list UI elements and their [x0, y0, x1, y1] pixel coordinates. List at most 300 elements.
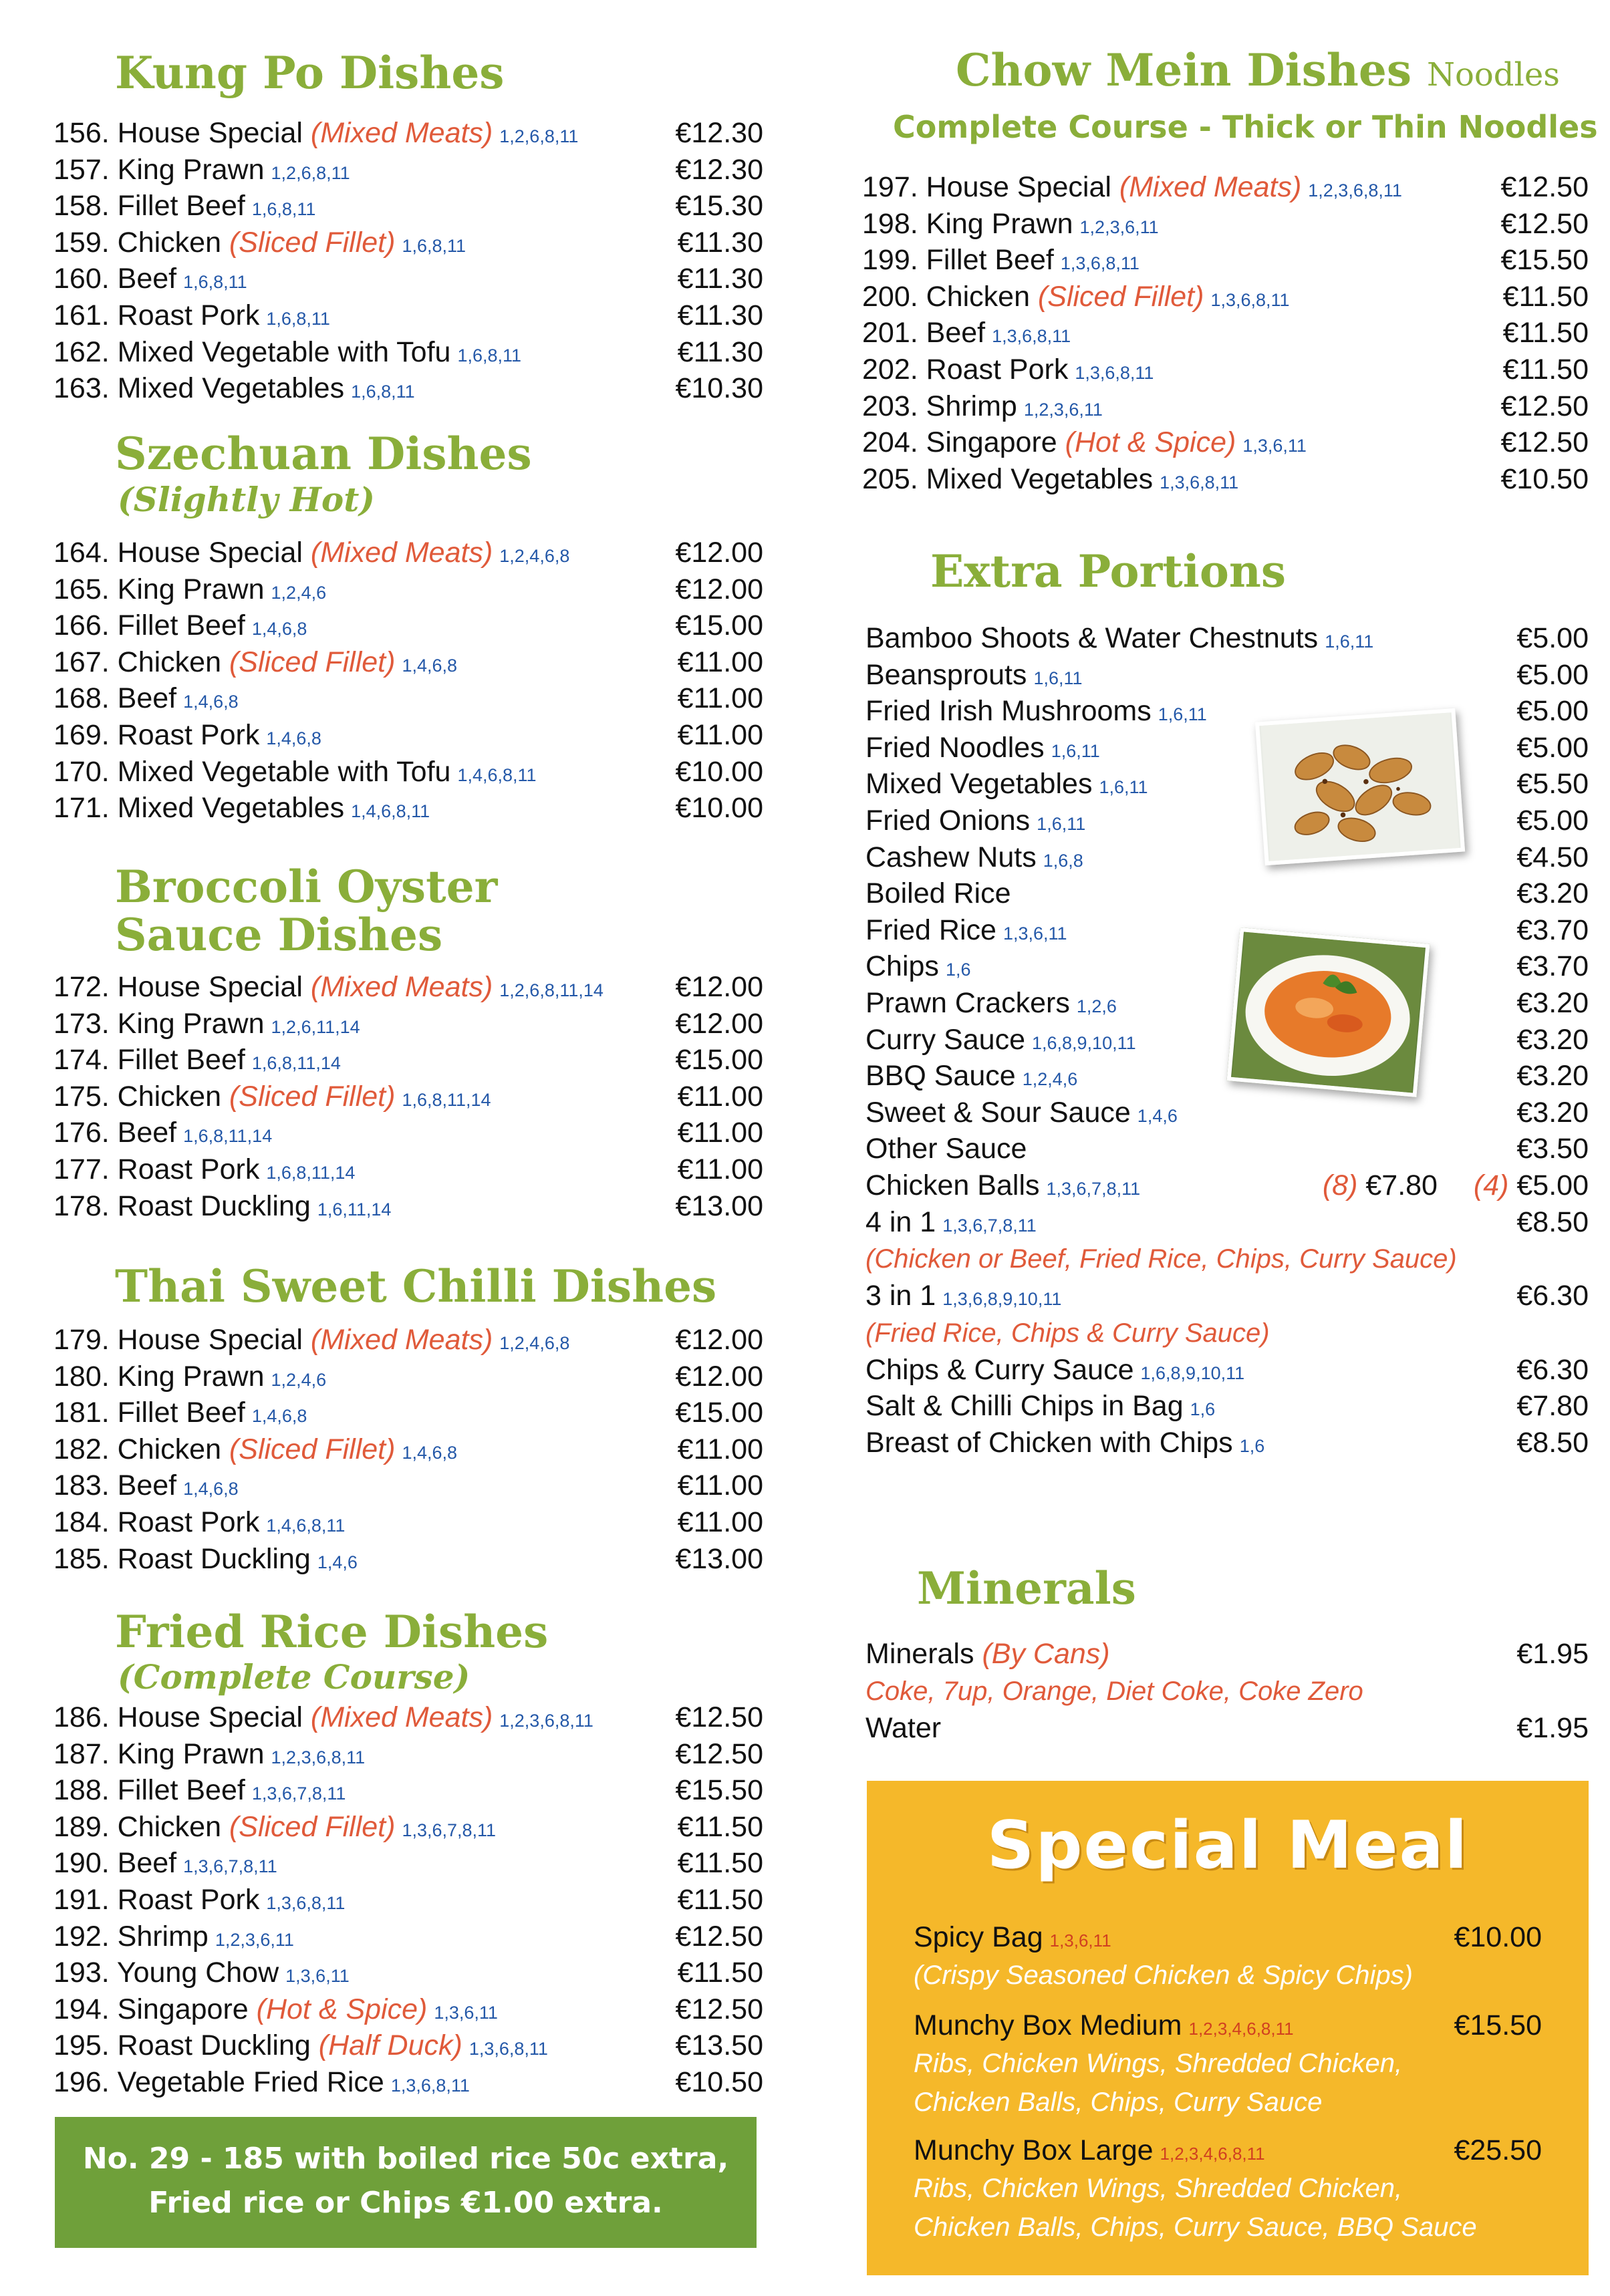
- item-note: (Mixed Meats): [1119, 171, 1302, 203]
- list-item: [53, 969, 763, 1006]
- item-description: Ribs, Chicken Wings, Shredded Chicken,: [914, 2174, 1403, 2203]
- price-4: €5.00: [1516, 1169, 1589, 1201]
- item-note: (Hot & Spice): [256, 1993, 428, 2025]
- list-item: [865, 1022, 1589, 1058]
- item-name: 201. Beef: [862, 317, 986, 349]
- list-item: [862, 315, 1589, 351]
- item-allergens: 1,3,6,8,9,10,11: [942, 1289, 1062, 1310]
- item-price: €11.50: [1502, 280, 1589, 313]
- item-name: 173. King Prawn: [53, 1007, 265, 1040]
- cashew-nuts-icon: [1259, 712, 1460, 861]
- item-price: €13.00: [675, 1542, 763, 1575]
- list-item: [53, 1504, 763, 1541]
- item-name: Prawn Crackers: [865, 986, 1070, 1019]
- item-allergens: 1,2,3,6,11: [1079, 217, 1159, 237]
- item-price: €5.50: [1516, 768, 1589, 801]
- item-price: €3.20: [1516, 1023, 1589, 1056]
- item-name: 197. House Special: [862, 171, 1111, 203]
- item-price: €5.00: [1516, 804, 1589, 837]
- item-price: €10.00: [675, 755, 763, 788]
- list-item: [53, 1845, 763, 1882]
- item-price: €6.30: [1516, 1353, 1589, 1386]
- item-name: Breast of Chicken with Chips: [865, 1426, 1233, 1459]
- item-price: €11.50: [677, 1810, 763, 1843]
- item-name: 193. Young Chow: [53, 1957, 279, 1989]
- item-price: €7.80: [1516, 1390, 1589, 1423]
- item-allergens: 1,3,6,7,8,11: [251, 1783, 346, 1804]
- list-item: [53, 1882, 763, 1918]
- item-price: €11.50: [1502, 353, 1589, 386]
- item-name: 200. Chicken: [862, 280, 1030, 313]
- list-item: [53, 571, 763, 608]
- list-item: [53, 754, 763, 791]
- item-price: €11.00: [677, 1505, 763, 1538]
- item-name: Minerals: [865, 1638, 974, 1670]
- chow-mein-title-text: Chow Mein Dishes: [956, 44, 1412, 96]
- item-allergens: 1,3,6,11: [1049, 1930, 1111, 1951]
- item-name: 181. Fillet Beef: [53, 1397, 245, 1429]
- item-allergens: 1,2,3,6,11: [215, 1929, 294, 1950]
- item-price: €12.50: [1500, 390, 1589, 422]
- item-allergens: 1,6,8,11,14: [251, 1053, 341, 1074]
- special-meal-title: Special Meal: [986, 1808, 1469, 1884]
- item-price: €11.50: [677, 1883, 763, 1916]
- item-allergens: 1,6,8,11,14: [183, 1126, 273, 1147]
- special-item: [914, 2007, 1542, 2122]
- item-price: €25.50: [1454, 2134, 1542, 2166]
- list-item: [53, 2064, 763, 2101]
- list-item: [865, 766, 1589, 803]
- item-name: Curry Sauce: [865, 1023, 1025, 1056]
- list-item: [862, 206, 1589, 243]
- item-name: 180. King Prawn: [53, 1360, 265, 1393]
- szechuan-subtitle: (Slightly Hot): [118, 480, 375, 519]
- item-description: (Crispy Seasoned Chicken & Spicy Chips): [914, 1961, 1413, 1990]
- item-allergens: 1,4,6: [317, 1552, 358, 1572]
- item-price: €12.00: [675, 1360, 763, 1393]
- list-item: [53, 1151, 763, 1188]
- item-price: €8.50: [1516, 1205, 1589, 1238]
- list-item: [53, 717, 763, 754]
- item-name: 196. Vegetable Fried Rice: [53, 2065, 384, 2098]
- item-allergens: 1,2,3,4,6,8,11: [1188, 2019, 1294, 2039]
- item-allergens: 1,3,6,11: [285, 1966, 350, 1987]
- item-allergens: 1,2,3,4,6,8,11: [1160, 2144, 1265, 2164]
- item-note: (Mixed Meats): [310, 971, 493, 1003]
- item-price: €5.00: [1516, 695, 1589, 728]
- cashew-nuts-photo: [1255, 708, 1465, 865]
- item-name: 204. Singapore: [862, 426, 1057, 459]
- item-price: €12.50: [675, 1701, 763, 1733]
- item-price: €3.70: [1516, 913, 1589, 946]
- item-note: (Mixed Meats): [310, 537, 493, 569]
- item-name: 205. Mixed Vegetables: [862, 462, 1154, 495]
- item-allergens: 1,2,3,6,11: [1023, 399, 1103, 420]
- item-price: €3.20: [1516, 877, 1589, 910]
- fried-rice-subtitle: (Complete Course): [118, 1657, 471, 1697]
- list-item: [53, 680, 763, 717]
- minerals-list: [865, 1636, 1589, 1746]
- item-price: €10.00: [675, 792, 763, 825]
- item-note: (Mixed Meats): [310, 117, 493, 149]
- item-allergens: 1,2,3,6,8,11: [271, 1747, 366, 1767]
- item-name: 3 in 1: [865, 1280, 936, 1312]
- item-allergens: 1,4,6,8: [402, 655, 458, 676]
- banner-line-2: Fried rice or Chips €1.00 extra.: [148, 2186, 663, 2220]
- item-allergens: 1,6,8,11: [351, 382, 415, 402]
- item-description: Coke, 7up, Orange, Diet Coke, Coke Zero: [865, 1676, 1363, 1706]
- item-allergens: 1,3,6,8,11: [1075, 362, 1154, 383]
- fried-rice-title: Fried Rice Dishes: [115, 1606, 549, 1658]
- broccoli-list: [53, 969, 763, 1224]
- item-price: €12.00: [675, 1324, 763, 1356]
- item-price: €13.50: [675, 2029, 763, 2062]
- item-price: €12.50: [675, 1993, 763, 2025]
- item-description: Chicken Balls, Chips, Curry Sauce, BBQ Sauce: [914, 2212, 1477, 2242]
- item-price: €11.50: [677, 1957, 763, 1989]
- item-price: €12.00: [675, 573, 763, 605]
- list-item: [53, 607, 763, 644]
- item-note: (Sliced Fillet): [229, 1433, 396, 1465]
- list-item: [53, 1918, 763, 1955]
- item-price: €10.50: [1500, 462, 1589, 495]
- item-price: €12.30: [675, 153, 763, 186]
- item-note: (Sliced Fillet): [229, 645, 396, 678]
- item-name: Fried Noodles: [865, 731, 1045, 764]
- item-price: €12.00: [675, 971, 763, 1003]
- item-note: (By Cans): [982, 1638, 1110, 1670]
- list-item: [862, 424, 1589, 461]
- item-price: €11.50: [1502, 317, 1589, 349]
- list-item: [862, 169, 1589, 206]
- item-price: €11.30: [677, 299, 763, 331]
- list-item: [865, 839, 1589, 876]
- item-name: 4 in 1: [865, 1205, 936, 1238]
- item-note: (Sliced Fillet): [229, 1080, 396, 1113]
- item-name: 169. Roast Pork: [53, 718, 260, 751]
- item-name: 175. Chicken: [53, 1080, 221, 1113]
- list-item: [865, 803, 1589, 839]
- item-name: 176. Beef: [53, 1117, 177, 1149]
- item-allergens: 1,4,6,8: [183, 692, 239, 712]
- item-allergens: 1,6: [945, 960, 971, 980]
- item-name: 182. Chicken: [53, 1433, 221, 1465]
- list-item: [862, 461, 1589, 498]
- item-allergens: 1,6,11: [1033, 668, 1083, 688]
- item-allergens: 1,3,6,8,11: [266, 1892, 346, 1913]
- item-allergens: 1,2,6,8,11: [499, 126, 579, 146]
- item-allergens: 1,6,8,11: [266, 308, 330, 329]
- chow-mein-title: [956, 45, 1560, 100]
- item-name: 158. Fillet Beef: [53, 190, 245, 223]
- item-price: €12.50: [675, 1920, 763, 1953]
- item-allergens: 1,4,6,8: [402, 1442, 458, 1463]
- item-allergens: 1,3,6,8,11: [992, 326, 1071, 347]
- item-name: 191. Roast Pork: [53, 1883, 260, 1916]
- item-allergens: 1,6,8,11: [183, 272, 247, 293]
- item-allergens: 1,4,6,8,11: [351, 801, 430, 822]
- item-price: €10.00: [1454, 1921, 1542, 1953]
- item-name: Munchy Box Large: [914, 2134, 1154, 2166]
- list-item: [865, 1425, 1589, 1461]
- item-description: (Fried Rice, Chips & Curry Sauce): [865, 1318, 1270, 1348]
- item-name: 203. Shrimp: [862, 390, 1017, 422]
- item-price: €12.50: [1500, 171, 1589, 203]
- item-allergens: 1,2,4,6: [271, 582, 327, 603]
- qty-4: (4): [1473, 1169, 1509, 1201]
- item-name: Bamboo Shoots & Water Chestnuts: [865, 622, 1319, 654]
- item-name: 170. Mixed Vegetable with Tofu: [53, 755, 451, 788]
- list-item: [865, 1204, 1589, 1241]
- item-name: Chicken Balls: [865, 1169, 1040, 1201]
- item-allergens: 1,2,6,8,11,14: [499, 980, 603, 1000]
- item-allergens: 1,2,3,6,8,11: [499, 1711, 593, 1731]
- item-price: €4.50: [1516, 841, 1589, 873]
- item-price: €15.30: [675, 190, 763, 223]
- item-allergens: 1,6,8,9,10,11: [1031, 1032, 1136, 1053]
- item-allergens: 1,3,6,8,11: [1060, 253, 1139, 274]
- item-allergens: 1,2,4,6: [1022, 1069, 1078, 1090]
- item-price: €11.00: [677, 718, 763, 751]
- list-item: [865, 948, 1589, 985]
- item-price: €3.50: [1516, 1133, 1589, 1165]
- item-price: €11.00: [677, 1117, 763, 1149]
- item-name: Other Sauce: [865, 1133, 1027, 1165]
- item-allergens: 1,6: [1190, 1399, 1216, 1420]
- item-name: Water: [865, 1711, 942, 1744]
- list-item: [865, 985, 1589, 1022]
- item-note: (Hot & Spice): [1065, 426, 1236, 459]
- item-note: (Sliced Fillet): [229, 226, 396, 259]
- item-price: €5.00: [1516, 658, 1589, 691]
- price-8: €7.80: [1365, 1169, 1438, 1201]
- item-price: €12.30: [675, 117, 763, 149]
- list-item: [53, 1955, 763, 1991]
- item-price: €1.95: [1516, 1638, 1589, 1670]
- item-name: 157. King Prawn: [53, 153, 265, 186]
- item-allergens: 1,2,6: [1076, 996, 1117, 1016]
- item-allergens: 1,3,6,11: [1002, 923, 1067, 944]
- list-item: [865, 1710, 1589, 1747]
- item-price: €15.00: [675, 1397, 763, 1429]
- item-note: (Half Duck): [318, 2029, 462, 2062]
- item-allergens: 1,2,6,8,11: [271, 162, 350, 183]
- item-name: 195. Roast Duckling: [53, 2029, 311, 2062]
- chow-mein-title-note: Noodles: [1427, 56, 1560, 94]
- item-allergens: 1,6,11,14: [317, 1199, 392, 1219]
- extra-portions-title: Extra Portions: [930, 545, 1287, 597]
- item-allergens: 1,3,6,7,8,11: [402, 1820, 497, 1840]
- item-allergens: 1,3,6,7,8,11: [942, 1215, 1037, 1236]
- list-item: [865, 730, 1589, 766]
- item-name: 184. Roast Pork: [53, 1505, 260, 1538]
- item-allergens: 1,6,8,11,14: [402, 1089, 491, 1110]
- szechuan-title: Szechuan Dishes: [115, 428, 532, 480]
- list-item: [53, 225, 763, 261]
- fried-rice-list: [53, 1699, 763, 2101]
- list-item: [53, 1541, 763, 1578]
- extra-items: [865, 620, 1589, 1167]
- item-name: 167. Chicken: [53, 645, 221, 678]
- item-name: 164. House Special: [53, 537, 303, 569]
- item-allergens: 1,3,6,8,11: [1210, 289, 1290, 310]
- item-name: Fried Rice: [865, 913, 996, 946]
- item-name: 185. Roast Duckling: [53, 1542, 311, 1575]
- special-item-row: [914, 1918, 1542, 1956]
- chow-mein-list: [862, 169, 1589, 497]
- item-name: 174. Fillet Beef: [53, 1044, 245, 1077]
- list-item: [53, 1115, 763, 1151]
- list-item: [53, 297, 763, 334]
- item-allergens: 1,6,11: [1051, 740, 1100, 761]
- item-price: €11.00: [677, 682, 763, 715]
- item-allergens: 1,2,6,11,14: [271, 1016, 360, 1037]
- item-allergens: 1,3,6,8,11: [1160, 472, 1239, 492]
- item-name: 188. Fillet Beef: [53, 1774, 245, 1807]
- item-allergens: 1,6,11: [1158, 704, 1207, 725]
- item-allergens: 1,6,11: [1037, 813, 1086, 834]
- item-allergens: 1,2,4,6,8: [499, 546, 570, 566]
- item-name: 168. Beef: [53, 682, 177, 715]
- list-item: [53, 370, 763, 407]
- item-price: €11.30: [677, 263, 763, 295]
- item-allergens: 1,3,6,11: [1242, 436, 1307, 456]
- qty-8: (8): [1322, 1169, 1358, 1201]
- item-name: 163. Mixed Vegetables: [53, 372, 345, 405]
- list-item: [865, 620, 1589, 657]
- list-item: [53, 152, 763, 188]
- list-item: [53, 1431, 763, 1468]
- item-name: Boiled Rice: [865, 877, 1011, 910]
- item-price: €11.00: [677, 1469, 763, 1502]
- item-price: €12.50: [1500, 426, 1589, 459]
- list-item: [865, 1636, 1589, 1673]
- item-price: €3.20: [1516, 1096, 1589, 1129]
- special-item-row: [914, 2132, 1542, 2169]
- item-allergens: 1,4,6,8,11: [266, 1515, 346, 1536]
- item-name: Fried Irish Mushrooms: [865, 695, 1152, 728]
- item-allergens: 1,3,6,11: [434, 2002, 498, 2023]
- item-price: €10.30: [675, 372, 763, 405]
- item-price: €12.00: [675, 537, 763, 569]
- list-item: [865, 693, 1589, 730]
- list-item: [862, 388, 1589, 425]
- item-description: Chicken Balls, Chips, Curry Sauce: [914, 2088, 1323, 2117]
- item-name: 165. King Prawn: [53, 573, 265, 605]
- list-item: [53, 790, 763, 827]
- item-name: 187. King Prawn: [53, 1737, 265, 1770]
- list-item: [862, 242, 1589, 279]
- list-item: [865, 875, 1589, 912]
- item-allergens: 1,6: [1239, 1435, 1265, 1456]
- list-item: [862, 351, 1589, 388]
- rice-extra-banner: [55, 2117, 757, 2248]
- item-name: 186. House Special: [53, 1701, 303, 1733]
- item-name: 178. Roast Duckling: [53, 1189, 311, 1222]
- curry-dish-icon: [1231, 932, 1426, 1093]
- list-item: [53, 261, 763, 297]
- list-item: [53, 1772, 763, 1809]
- item-allergens: 1,4,6,8: [183, 1479, 239, 1499]
- item-name: 161. Roast Pork: [53, 299, 260, 331]
- item-name: 177. Roast Pork: [53, 1153, 260, 1185]
- item-name: Chips: [865, 950, 939, 983]
- item-name: 162. Mixed Vegetable with Tofu: [53, 335, 451, 368]
- list-item: [865, 912, 1589, 949]
- item-name: Sweet & Sour Sauce: [865, 1096, 1131, 1129]
- item-name: 190. Beef: [53, 1847, 177, 1880]
- item-allergens: 1,6,8,11,14: [266, 1162, 356, 1183]
- item-name: Mixed Vegetables: [865, 768, 1093, 801]
- item-allergens: 1,3,6,7,8,11: [183, 1856, 277, 1877]
- item-note: (Mixed Meats): [310, 1324, 493, 1356]
- item-note: (Sliced Fillet): [229, 1810, 396, 1843]
- list-item: [865, 1352, 1589, 1389]
- list-item: [53, 1467, 763, 1504]
- item-name: Chips & Curry Sauce: [865, 1353, 1134, 1386]
- item-price: €15.50: [1454, 2009, 1542, 2041]
- list-item: [53, 1809, 763, 1846]
- list-item: [53, 644, 763, 681]
- item-name: 172. House Special: [53, 971, 303, 1003]
- item-note: (Mixed Meats): [310, 1701, 493, 1733]
- item-allergens: 1,6,11: [1099, 777, 1148, 798]
- item-name: 171. Mixed Vegetables: [53, 792, 345, 825]
- list-item: [865, 1131, 1589, 1167]
- item-description: (Chicken or Beef, Fried Rice, Chips, Curry Sauce): [865, 1244, 1457, 1274]
- item-price: €11.00: [677, 645, 763, 678]
- item-allergens: 1,6,8,9,10,11: [1140, 1362, 1245, 1383]
- item-price: €13.00: [675, 1189, 763, 1222]
- item-price: €3.70: [1516, 950, 1589, 983]
- item-price: €15.00: [675, 609, 763, 642]
- list-item: [865, 1095, 1589, 1131]
- special-meal-box: [867, 1781, 1589, 2275]
- item-price: €5.00: [1516, 731, 1589, 764]
- item-allergens: 1,6,8,11: [402, 235, 466, 256]
- item-allergens: 1,6,11: [1325, 631, 1374, 652]
- item-allergens: 1,3,6,8,11: [468, 2039, 548, 2059]
- item-price: €10.50: [675, 2065, 763, 2098]
- item-allergens: 1,4,6,8: [251, 619, 307, 639]
- list-item: [865, 1167, 1589, 1204]
- kung-po-title: Kung Po Dishes: [115, 47, 505, 99]
- item-name: 199. Fillet Beef: [862, 244, 1054, 277]
- item-price: €12.50: [675, 1737, 763, 1770]
- list-item: [53, 1736, 763, 1773]
- item-allergens: 1,4,6,8,11: [457, 764, 537, 785]
- special-item-row: [914, 2007, 1542, 2044]
- item-allergens: 1,2,4,6,8: [499, 1333, 570, 1353]
- item-price: €11.00: [677, 1153, 763, 1185]
- item-name: 202. Roast Pork: [862, 353, 1069, 386]
- item-price: €11.50: [677, 1847, 763, 1880]
- list-item: [865, 657, 1589, 694]
- extra-portions-list: [865, 620, 1589, 1461]
- item-name: 192. Shrimp: [53, 1920, 209, 1953]
- list-item: [865, 1278, 1589, 1314]
- item-name: 159. Chicken: [53, 226, 221, 259]
- banner-line-1: No. 29 - 185 with boiled rice 50c extra,: [82, 2142, 729, 2176]
- item-price: €11.00: [677, 1080, 763, 1113]
- item-price: €3.20: [1516, 986, 1589, 1019]
- item-name: Munchy Box Medium: [914, 2009, 1182, 2041]
- list-item: [53, 1042, 763, 1079]
- item-price: €1.95: [1516, 1711, 1589, 1744]
- thai-list: [53, 1322, 763, 1577]
- item-price: €8.50: [1516, 1426, 1589, 1459]
- list-item: [53, 1395, 763, 1431]
